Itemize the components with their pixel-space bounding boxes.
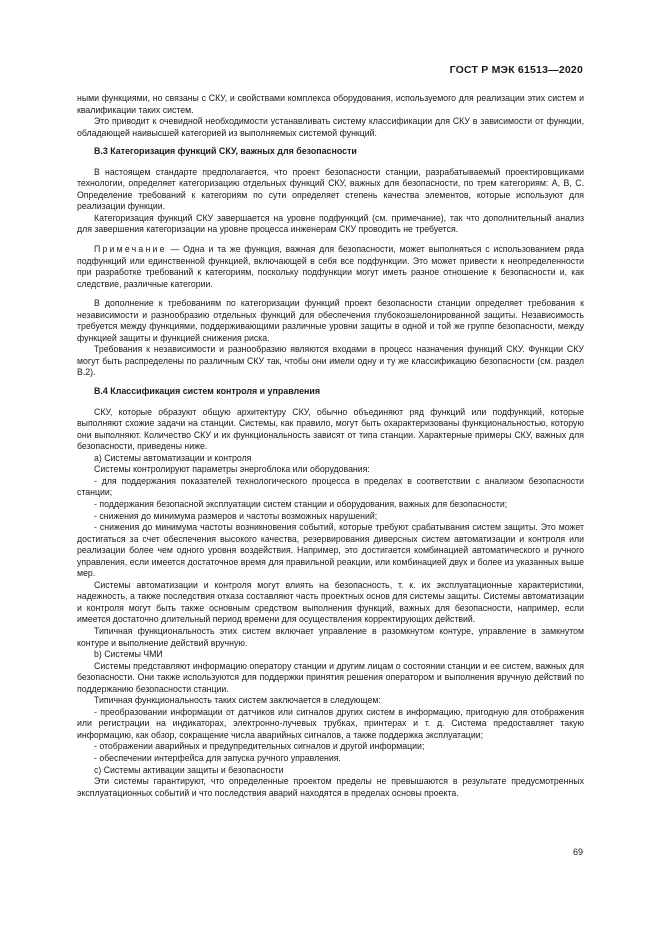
body-paragraph: Категоризация функций СКУ завершается на уровне подфункций (см. примечание), так что дополнительный анализ для завершения категоризации на уровне процесса инженерам СКУ проводить не требуется. [77, 212, 584, 235]
note-label: Примечание [94, 244, 167, 255]
body-paragraph: СКУ, которые образуют общую архитектуру СКУ, обычно объединяют ряд функций или подфункций, которые выполняют схожие задачи на станции. Системы, как правило, могут быть охарактеризованы функциональностью, которую они выполняют. Количество СКУ и их функциональность зависят от типа станции. Характерные примеры СКУ, важных для безопасности, приведены ниже. [77, 406, 584, 452]
body-paragraph: b) Системы ЧМИ [94, 649, 163, 660]
page-number: 69 [572, 847, 583, 857]
body-paragraph: Системы представляют информацию оператору станции и другим лицам о состоянии станции и ее систем, важных для безопасности. Они также используются для поддержки принятия решения оператором и выполнения вручную действий по поддержанию безопасности станции. [77, 660, 584, 694]
body-paragraph: а) Системы автоматизации и контроля [94, 452, 252, 463]
body-paragraph: Системы контролируют параметры энергоблока или оборудования: [94, 464, 370, 475]
body-paragraph: - преобразовании информации от датчиков или сигналов других систем в информацию, пригодную для отображения или регистрации на индикаторах, электронно-лучевых трубках, принтерах и т. д. Система предоставляет такую информацию, как обзор, сокращение числа аварийных сигналов, а также поддержка эксплуатации; [77, 706, 584, 740]
body-paragraph: Это приводит к очевидной необходимости устанавливать систему классификации для СКУ в зависимости от функции, обладающей наивысшей категорией из выполняемых системой функций. [77, 116, 584, 138]
body-paragraph: Типичная функциональность этих систем включает управление в разомкнутом контуре, управление в замкнутом контуре и выполнение действий вручную. [77, 625, 584, 648]
body-paragraph: Типичная функциональность таких систем заключается в следующем: [94, 695, 381, 706]
body-paragraph: Требования к независимости и разнообразию являются входами в процесс назначения функций СКУ. Функции СКУ могут быть распределены по различным СКУ так, чтобы они имели одну и ту же классификацию безопасности (см. раздел В.2). [77, 344, 584, 378]
section-heading: В.4 Классификация систем контроля и управления [94, 386, 320, 397]
note-paragraph [77, 244, 584, 290]
body-paragraph: - для поддержания показателей технологического процесса в пределах в соответствии с анализом безопасности станции; [77, 475, 584, 498]
section-heading: В.3 Категоризация функций СКУ, важных для безопасности [94, 146, 357, 157]
body-paragraph: - обеспечении интерфейса для запуска ручного управления. [94, 752, 341, 763]
body-paragraph: В дополнение к требованиям по категоризации функций проект безопасности станции определяет требования к независимости и разнообразию отдельных функций для обеспечения глубокоэшелонированной защиты. Независимость требуется между функциями, поддерживающими различные уровни защиты в одной и той же группе безопасности, между функцией защиты и функцией снижения риска. [77, 298, 584, 343]
body-paragraph: - снижения до минимума размеров и частоты возможных нарушений; [94, 510, 378, 521]
body-paragraph: - отображении аварийных и предупредительных сигналов и другой информации; [94, 741, 425, 752]
body-paragraph: ными функциями, но связаны с СКУ, и свойствами комплекса оборудования, используемого для реализации этих систем и квалификации таких систем. [77, 93, 584, 115]
body-paragraph: Системы автоматизации и контроля могут влиять на безопасность, т. к. их эксплуатационные характеристики, надежность, а также последствия отказа составляют часть проектных основ для системы защиты. Системы автоматизации и контроля могут быть также основным средством выполнения функций, важных для безопасности, например, если имеется достаточно длительный период времени для осуществления корректирующих действий. [77, 579, 584, 625]
body-paragraph: Эти системы гарантируют, что определенные проектом пределы не превышаются в результате предусмотренных эксплуатационных событий и что последствия аварий находятся в пределах основы проекта. [77, 776, 584, 798]
document-header: ГОСТ Р МЭК 61513—2020 [449, 64, 583, 76]
body-paragraph: В настоящем стандарте предполагается, что проект безопасности станции, разрабатываемый проектировщиками технологии, определяет категоризацию отдельных функций СКУ, важных для безопасности, по трем категориям: А, В, С. Определение требований к категориям по сути определяет степень качества элементов, которые используют для реализации функции. [77, 166, 584, 212]
body-paragraph: - поддержания безопасной эксплуатации систем станции и оборудования, важных для безопасности; [94, 498, 508, 509]
note-text: — Одна и та же функция, важная для безопасности, может выполняться с использованием ряда подфункций или единственной функцией, включающей в себя все подфункции. Это может привести к неопределенности при разработке требований к категориям, поскольку подфункции могут иметь разное отношение к безопасности и, как следствие, различные категории. [77, 244, 584, 289]
body-paragraph: - снижения до минимума частоты возникновения событий, которые требуют срабатывания систем защиты. Это может достигаться за счет обеспечения высокого качества, резервирования диверсных систем автоматизации и контроля или реализации более чем одного уровня воздействия. Например, это достигается комбинацией автоматического и ручного управления, если имеется достаточное время для правильной реакции, или комбинацией двух и более из указанных выше мер. [77, 522, 584, 579]
body-paragraph: с) Системы активации защиты и безопасности [94, 764, 284, 775]
page-body [77, 93, 584, 799]
